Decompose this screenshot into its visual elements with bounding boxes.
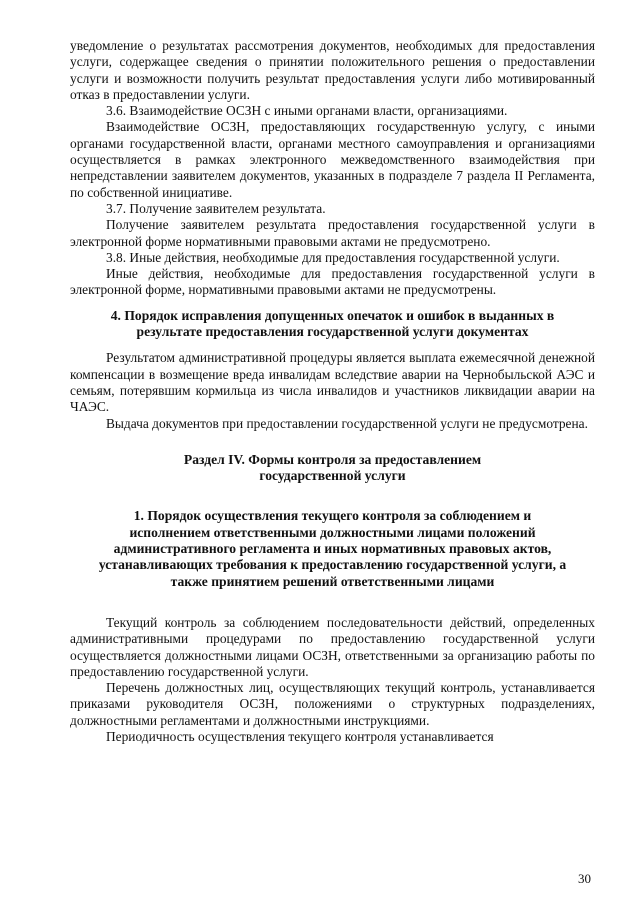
paragraph-document-issue: Выдача документов при предоставлении государственной услуги не предусмотрена.: [106, 415, 588, 431]
clause-3-7-title: 3.7. Получение заявителем результата.: [106, 200, 326, 216]
paragraph-current-control: Текущий контроль за соблюдением последовательности действий, определенных административными процедурами по предоставлению государственной услуги осуществляется должностными лицами ОСЗН, ответственными за организацию работы по предоставлению государственной услуги.: [70, 614, 595, 679]
subsection-1-heading-line: исполнением ответственными должностными лицами положений: [129, 524, 536, 540]
paragraph-compensation-result: Результатом административной процедуры является выплата ежемесячной денежной компенсации в возмещение вреда инвалидам вследствие аварии на Чернобыльской АЭС и семьям, потерявшим кормильца из числа инвалидов и участников ликвидации аварии на ЧАЭС.: [70, 350, 595, 415]
paragraph-notification: уведомление о результатах рассмотрения документов, необходимых для предоставления услуги, содержащее сведения о принятии положительного решения о предоставлении услуги и возможности получить результат предоставления услуги либо мотивированный отказ в предоставлении услуги.: [70, 38, 595, 102]
section-4-heading-line: результате предоставления государственной услуги документах: [136, 324, 529, 340]
subsection-1-heading: [70, 508, 595, 589]
paragraph-other-actions: Иные действия, необходимые для предоставления государственной услуги в электронной форме, нормативными правовыми актами не предусмотрены.: [70, 266, 595, 298]
razdel-iv-heading-line: Раздел IV. Формы контроля за предоставлением: [183, 451, 482, 467]
section-4-heading: [70, 308, 595, 341]
page-number: 30: [578, 871, 591, 886]
page-content: [70, 38, 595, 745]
paragraph-periodicity: Периодичность осуществления текущего контроля устанавливается: [106, 728, 494, 744]
razdel-iv-heading: [70, 452, 595, 485]
subsection-1-heading-line: административного регламента и иных нормативных правовых актов,: [113, 541, 552, 557]
razdel-iv-heading-line: государственной услуги: [259, 468, 406, 484]
subsection-1-heading-line: также принятием решений ответственными лицами: [170, 573, 495, 589]
paragraph-officials-list: Перечень должностных лиц, осуществляющих текущий контроль, устанавливается приказами руководителя ОСЗН, положениями о структурных подразделениях, должностными регламентами и должностными инструкциями.: [70, 680, 595, 728]
subsection-1-heading-line: устанавливающих требования к предоставлению государственной услуги, а: [98, 557, 567, 573]
paragraph-interaction: Взаимодействие ОСЗН, предоставляющих государственную услугу, с иными органами государственной власти, органами местного самоуправления и организациями осуществляется в рамках электронного межведомственного взаимодействия при непредставлении заявителем документов, указанных в подразделе 7 раздела II Регламента, по собственной инициативе.: [70, 119, 595, 200]
section-4-heading-line: 4. Порядок исправления допущенных опечаток и ошибок в выданных в: [110, 307, 555, 323]
paragraph-result-receipt: Получение заявителем результата предоставления государственной услуги в электронной форме нормативными правовыми актами не предусмотрено.: [70, 217, 595, 249]
subsection-1-heading-line: 1. Порядок осуществления текущего контроля за соблюдением и: [133, 508, 532, 524]
clause-3-8-title: 3.8. Иные действия, необходимые для предоставления государственной услуги.: [106, 249, 560, 265]
clause-3-6-title: 3.6. Взаимодействие ОСЗН с иными органами власти, организациями.: [106, 103, 508, 119]
